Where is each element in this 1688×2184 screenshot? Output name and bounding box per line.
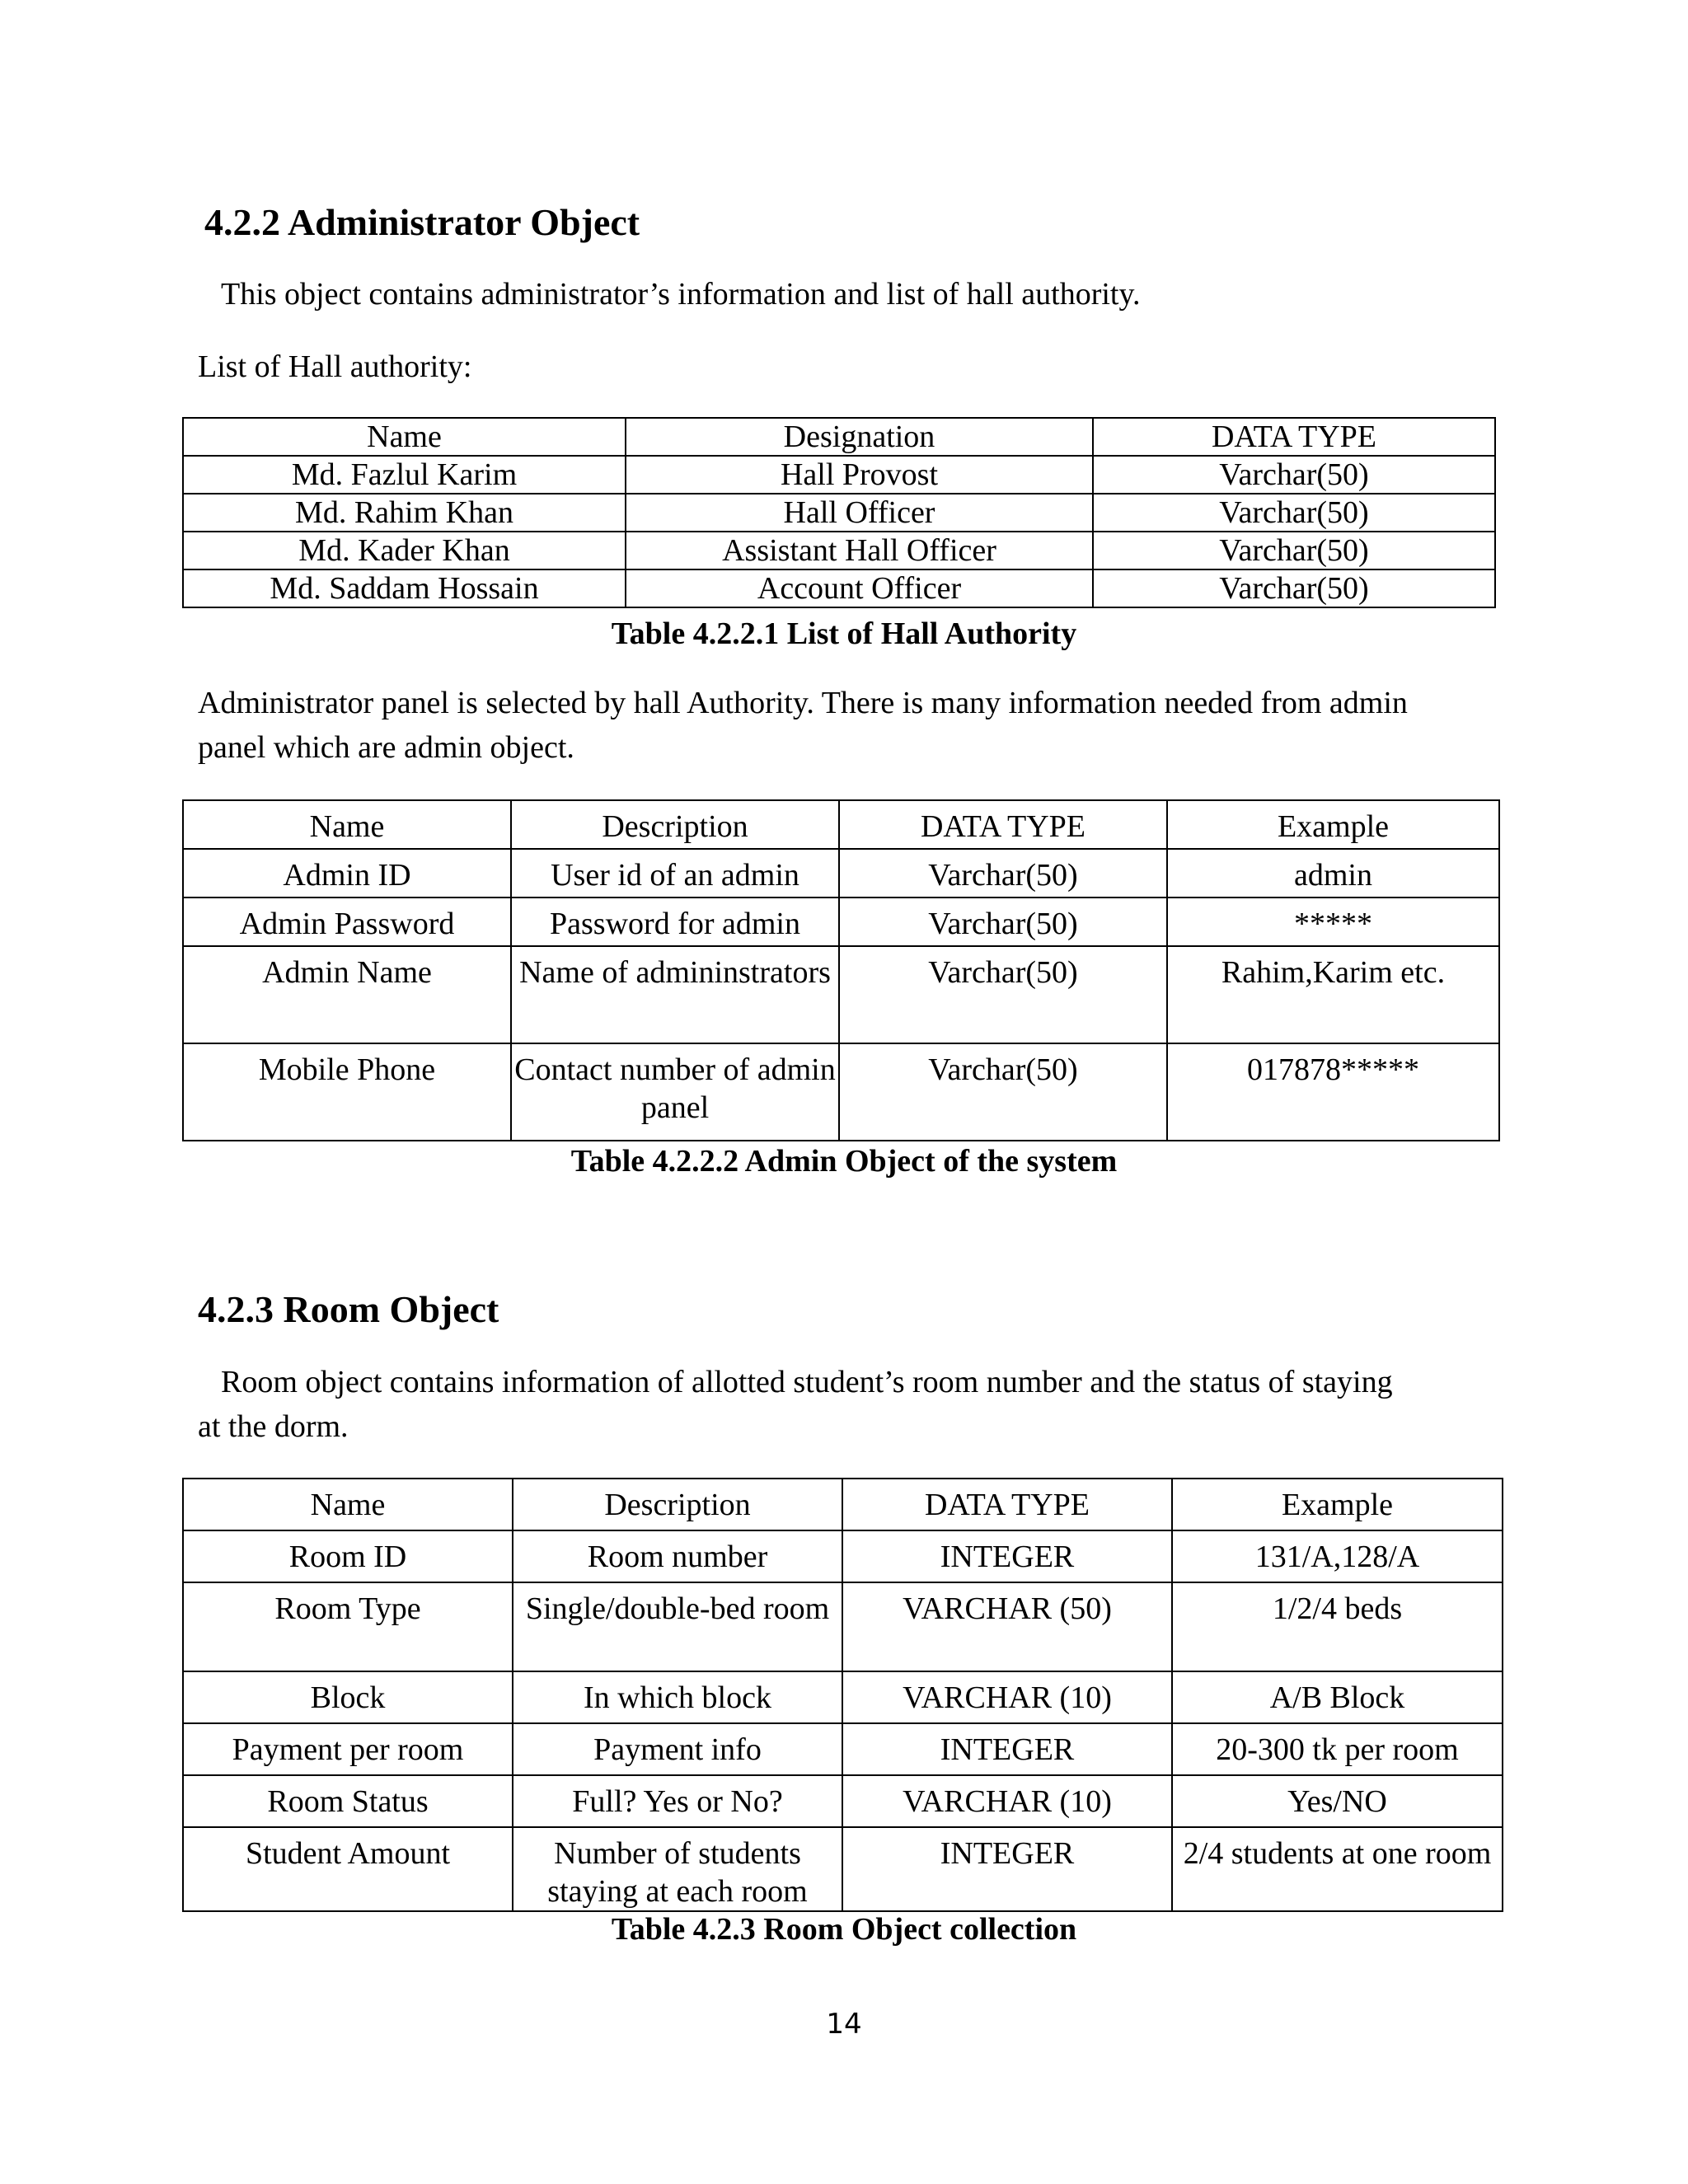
table-cell: Varchar(50) [839, 898, 1167, 946]
table-cell: Password for admin [511, 898, 839, 946]
table-cell: In which block [513, 1671, 842, 1723]
table-cell: VARCHAR (10) [842, 1775, 1172, 1827]
table-row [183, 1043, 1499, 1141]
table-cell: Hall Provost [626, 456, 1093, 494]
table-cell: Single/double-bed room [513, 1582, 842, 1671]
administrator-intro-text: This object contains administrator’s information and list of hall authority. [221, 277, 1141, 312]
table-row [183, 532, 1495, 569]
table-cell: Varchar(50) [1093, 494, 1495, 532]
table-cell: Account Officer [626, 569, 1093, 607]
table-cell: admin [1167, 849, 1499, 898]
table-cell: Number of students staying at each room [513, 1827, 842, 1911]
table-caption-admin-object: Table 4.2.2.2 Admin Object of the system [570, 1144, 1118, 1179]
table-row [183, 849, 1499, 898]
table-cell: Admin Password [183, 898, 511, 946]
table-cell: Block [183, 1671, 513, 1723]
table-row [183, 1775, 1503, 1827]
table-row [183, 494, 1495, 532]
table-cell: Student Amount [183, 1827, 513, 1911]
table-cell: Payment per room [183, 1723, 513, 1775]
table-row [183, 1530, 1503, 1582]
column-header: DATA TYPE [842, 1479, 1172, 1530]
column-header: Name [183, 418, 626, 456]
table-row [183, 456, 1495, 494]
table-cell: Hall Officer [626, 494, 1093, 532]
admin-panel-text-line1: Administrator panel is selected by hall Authority. There is many information needed from admin [198, 686, 1408, 720]
table-cell: Md. Rahim Khan [183, 494, 626, 532]
table-row [183, 1671, 1503, 1723]
table-row [183, 569, 1495, 607]
table-cell: Mobile Phone [183, 1043, 511, 1141]
column-header: Example [1172, 1479, 1503, 1530]
table-cell: Full? Yes or No? [513, 1775, 842, 1827]
table-cell: Varchar(50) [839, 1043, 1167, 1141]
table-cell: User id of an admin [511, 849, 839, 898]
table-cell: VARCHAR (50) [842, 1582, 1172, 1671]
column-header: Description [513, 1479, 842, 1530]
section-heading-administrator-object: 4.2.2 Administrator Object [204, 201, 640, 243]
table-cell: Yes/NO [1172, 1775, 1503, 1827]
table-row [183, 1827, 1503, 1911]
column-header: DATA TYPE [839, 800, 1167, 849]
admin-object-table [182, 799, 1500, 1141]
table-row [183, 898, 1499, 946]
room-intro-text-line2: at the dorm. [198, 1409, 349, 1444]
table-cell: Room Type [183, 1582, 513, 1671]
table-row [183, 1582, 1503, 1671]
table-cell: Room ID [183, 1530, 513, 1582]
column-header: Name [183, 800, 511, 849]
table-cell: Md. Kader Khan [183, 532, 626, 569]
table-cell: Payment info [513, 1723, 842, 1775]
table-cell: Rahim,Karim etc. [1167, 946, 1499, 1043]
table-cell: 017878***** [1167, 1043, 1499, 1141]
hall-authority-list-label: List of Hall authority: [198, 349, 472, 384]
table-header-row [183, 800, 1499, 849]
table-cell: INTEGER [842, 1530, 1172, 1582]
table-cell: Admin Name [183, 946, 511, 1043]
column-header: Example [1167, 800, 1499, 849]
table-header-row [183, 418, 1495, 456]
table-cell: ***** [1167, 898, 1499, 946]
table-cell: Name of admininstrators [511, 946, 839, 1043]
table-caption-hall-authority: Table 4.2.2.1 List of Hall Authority [611, 616, 1077, 651]
hall-authority-table [182, 417, 1496, 608]
table-cell: Room Status [183, 1775, 513, 1827]
table-cell: 131/A,128/A [1172, 1530, 1503, 1582]
section-heading-room-object: 4.2.3 Room Object [198, 1288, 499, 1330]
column-header: Description [511, 800, 839, 849]
table-cell: INTEGER [842, 1827, 1172, 1911]
table-row [183, 946, 1499, 1043]
table-cell: Md. Fazlul Karim [183, 456, 626, 494]
table-header-row [183, 1479, 1503, 1530]
table-cell: 20-300 tk per room [1172, 1723, 1503, 1775]
table-cell: Assistant Hall Officer [626, 532, 1093, 569]
table-row [183, 1723, 1503, 1775]
table-cell: Varchar(50) [1093, 456, 1495, 494]
table-cell: Admin ID [183, 849, 511, 898]
table-cell: Varchar(50) [1093, 532, 1495, 569]
table-caption-room-object: Table 4.2.3 Room Object collection [611, 1912, 1077, 1947]
admin-panel-text-line2: panel which are admin object. [198, 730, 574, 765]
table-cell: Contact number of admin panel [511, 1043, 839, 1141]
table-cell: VARCHAR (10) [842, 1671, 1172, 1723]
column-header: Designation [626, 418, 1093, 456]
room-object-table [182, 1478, 1503, 1912]
table-cell: Varchar(50) [1093, 569, 1495, 607]
table-cell: INTEGER [842, 1723, 1172, 1775]
table-cell: Md. Saddam Hossain [183, 569, 626, 607]
table-cell: Varchar(50) [839, 849, 1167, 898]
column-header: Name [183, 1479, 513, 1530]
room-intro-text-line1: Room object contains information of allotted student’s room number and the status of staying [221, 1365, 1393, 1399]
page-number: 14 [826, 2008, 862, 2041]
table-cell: 2/4 students at one room [1172, 1827, 1503, 1911]
table-cell: A/B Block [1172, 1671, 1503, 1723]
column-header: DATA TYPE [1093, 418, 1495, 456]
table-cell: Room number [513, 1530, 842, 1582]
table-cell: Varchar(50) [839, 946, 1167, 1043]
table-cell: 1/2/4 beds [1172, 1582, 1503, 1671]
